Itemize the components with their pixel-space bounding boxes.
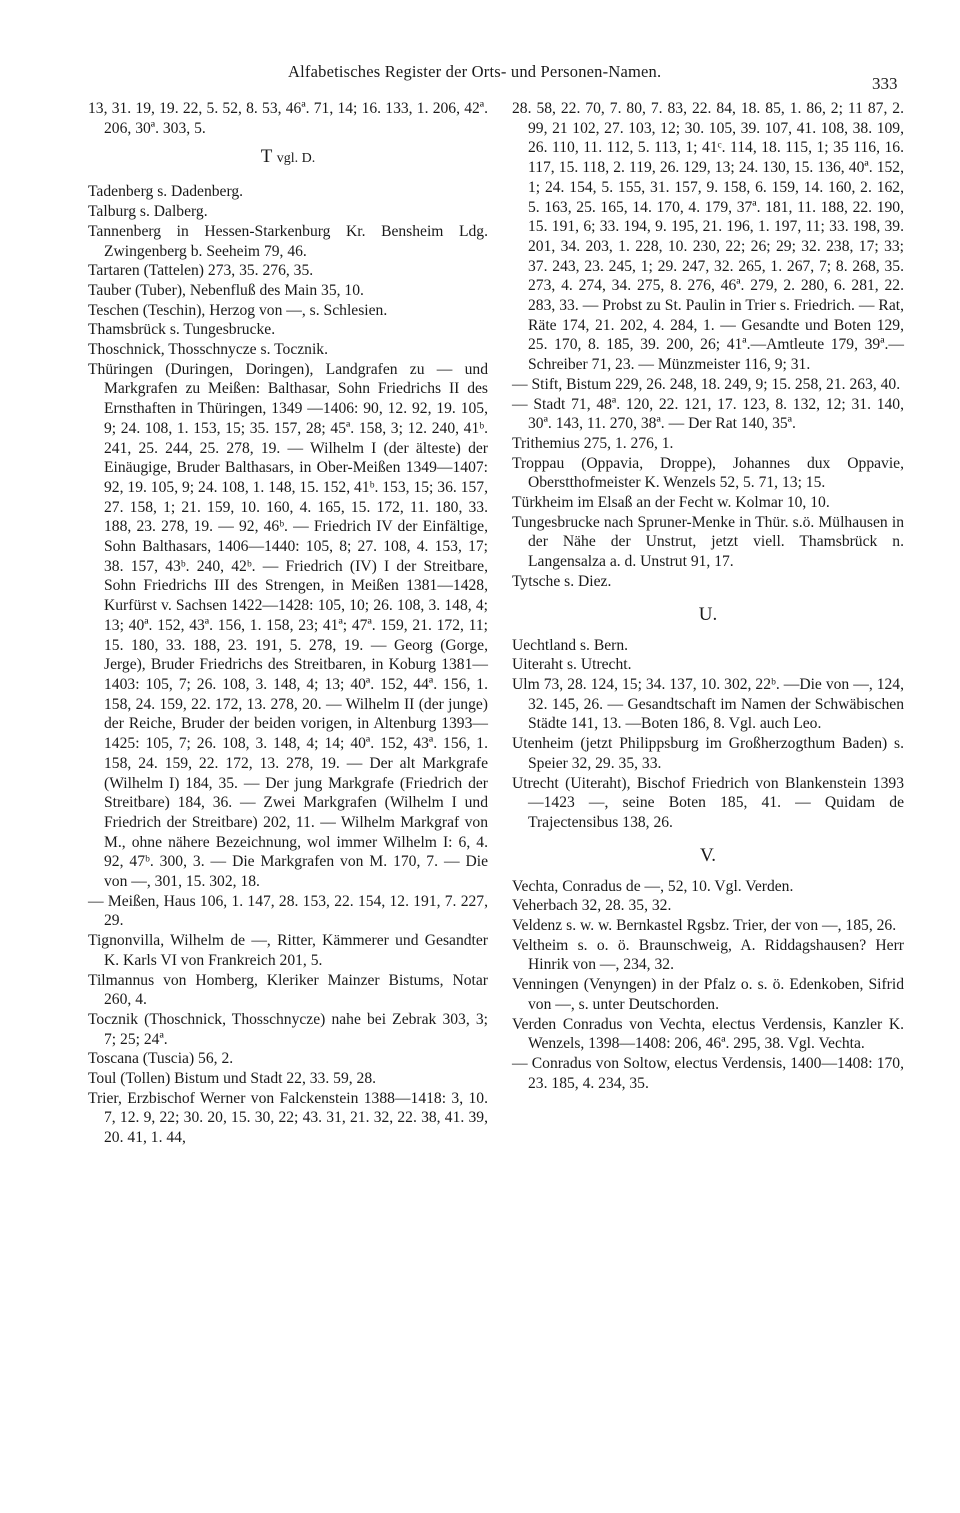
index-entry: Thoschnick, Thosschnycze s. Tocznik.	[88, 341, 328, 359]
index-entry: Vechta, Conradus de —, 52, 10. Vgl. Verden.	[512, 877, 794, 895]
index-entry: Tignonvilla, Wilhelm de —, Ritter, Kämmerer und Gesandter K. Karls VI von Frankreich 201, 5.	[88, 932, 488, 969]
index-entry: Utrecht (Uiteraht), Bischof Friedrich von Blankenstein 1393—1423 —, seine Boten 185, 41. — Quidam de Trajectensibus 138, 26.	[512, 774, 904, 831]
page-number: 333	[872, 74, 898, 93]
index-entry: Tannenberg in Hessen-Starkenburg Kr. Bensheim Ldg. Zwingenberg b. Seeheim 79, 46.	[88, 222, 488, 260]
index-entry: Tadenberg s. Dadenberg.	[88, 183, 244, 201]
right-column	[512, 99, 904, 1093]
index-entry: Thüringen (Duringen, Doringen), Landgrafen zu — und Markgrafen zu Meißen: Balthasar, Sohn Friedrichs II des Ernsthaften in Thüringen, 1349 —1406: 90, 12. 92, 19. 105, 9; 24. 108, 1. 153, 15; 35. 157, 28; 45ª. 158, 3; 12. 240, 41ᵇ. 241, 25. 244, 25. 278, 19. — Wilhelm I (der älteste) der Einäugige, Bruder Balthasars, in Ober-Meißen 1349—1407: 92, 19. 105, 9; 24. 108, 1. 148, 15. 152, 41ᵇ. 153, 15; 36. 157, 27. 158, 1; 21. 159, 10. 160, 4. 165, 15. 172, 11. 180, 33. 188, 23. 278, 19. — 92, 46ᵇ. — Friedrich IV der Einfältige, Sohn Balthasars, 1406—1440: 105, 8; 27. 108, 4. 153, 17; 38. 157, 43ᵇ. 240, 42ᵇ. — Friedrich (IV) I der Streitbare, Sohn Friedrichs III des Strengen, in Meißen 1381—1428, Kurfürst v. Sachsen 1422—1428: 105, 10; 26. 108, 3. 148, 4; 13; 40ª. 152, 43ª. 156, 1. 158, 23; 41ª; 47ª. 159, 21. 172, 11; 15. 180, 33. 188, 23. 191, 5. 278, 19. — Georg (Gorge, Jerge), Bruder Friedrichs des Streitbaren, in Koburg 1381—1403: 105, 7; 26. 108, 3. 148, 4; 13; 40ª. 152, 44ª. 156, 1. 158, 24. 159, 22. 172, 13. 278, 20. — Wilhelm II (der junge) der Reiche, Bruder der beiden vorigen, in Altenburg 1393—1425: 105, 7; 26. 108, 3. 148, 4; 14; 40ª. 152, 43ª. 156, 1. 158, 24. 159, 22. 172, 13. 278, 19. — Der alt Markgrafe (Wilhelm I) 184, 35. — Der jung Markgrafe (Friedrich der Streitbare) 184, 36. — Zwei Markgrafen (Wilhelm I und Friedrich der Streitbare) 202, 11. — Wilhelm Markgraf von M., ohne nähere Bezeichnung, wol immer Wilhelm I: 6, 4. 92, 47ᵇ. 300, 3. — Die Markgrafen von M. 170, 7. — Die von —, 301, 15. 302, 18.	[88, 360, 488, 891]
index-entry: Veldenz s. w. w. Bernkastel Rgsbz. Trier, der von —, 185, 26.	[512, 917, 897, 935]
index-entry: — Stift, Bistum 229, 26. 248, 18. 249, 9; 15. 258, 21. 263, 40.	[512, 375, 901, 393]
index-entry: Teschen (Teschin), Herzog von —, s. Schlesien.	[88, 301, 388, 319]
index-entry: Tocznik (Thoschnick, Thosschnycze) nahe bei Zebrak 303, 3; 7; 25; 24ª.	[88, 1010, 488, 1048]
index-entry: Veltheim s. o. ö. Braunschweig, A. Riddagshausen? Herr Hinrik von —, 234, 32.	[512, 936, 904, 974]
index-entry: Tartaren (Tattelen) 273, 35. 276, 35.	[88, 262, 314, 280]
index-entry: Thamsbrück s. Tungesbrucke.	[88, 321, 276, 339]
index-entry: Verden Conradus von Vechta, electus Verdensis, Kanzler K. Wenzels, 1398—1408: 206, 46ª. 295, 38. Vgl. Vechta.	[512, 1015, 904, 1053]
index-entry: Talburg s. Dalberg.	[88, 203, 208, 221]
index-entry: Tytsche s. Diez.	[512, 572, 612, 590]
left-column	[88, 99, 488, 1148]
index-entry: Trier, Erzbischof Werner von Falckenstein 1388—1418: 3, 10. 7, 12. 9, 22; 30. 20, 15. 30, 22; 43. 31, 21. 32, 22. 38, 41. 39, 20. 41, 1. 44,	[88, 1089, 488, 1147]
index-entry: Tungesbrucke nach Spruner-Menke in Thür. s.ö. Mülhausen in der Nähe der Unstrut, jetzt viell. Thamsbrück n. Langensalza a. d. Unstrut 91, 17.	[512, 513, 904, 571]
index-entry: — Stadt 71, 48ª. 120, 22. 121, 17. 123, 8. 132, 12; 31. 140, 30ª. 143, 11. 270, 38ª. — Der Rat 140, 35ª.	[512, 395, 904, 433]
index-entry: Tauber (Tuber), Nebenfluß des Main 35, 10.	[88, 281, 364, 299]
index-entry: Troppau (Oppavia, Droppe), Johannes dux Oppavie, Oberstthofmeister K. Wenzels 52, 5. 71, 13; 15.	[512, 454, 904, 492]
index-entry: Ulm 73, 28. 124, 15; 34. 137, 10. 302, 22ᵇ. —Die von —, 124, 32. 145, 26. — Gesandtschaft im Namen der Schwäbischen Städte 141, 13. —Boten 186, 8. Vgl. auch Leo.	[512, 675, 904, 733]
index-entry: — Conradus von Soltow, electus Verdensis, 1400—1408: 170, 23. 185, 4. 234, 35.	[512, 1054, 904, 1092]
index-entry: Uiteraht s. Utrecht.	[512, 656, 632, 674]
section-cross-reference: vgl. D.	[276, 151, 316, 167]
running-head: Alfabetisches Register der Orts- und Personen-Namen.	[288, 62, 662, 81]
continued-entry: 13, 31. 19, 19. 22, 5. 52, 8. 53, 46ª. 71, 14; 16. 133, 1. 206, 42ª. 206, 30ª. 303, 5.	[88, 100, 488, 137]
index-entry: Utenheim (jetzt Philippsburg im Großherzogthum Baden) s. Speier 32, 29. 35, 33.	[512, 735, 904, 772]
index-entry: Uechtland s. Bern.	[512, 636, 629, 654]
section-letter-t: T	[260, 146, 272, 168]
index-entry: Türkheim im Elsaß an der Fecht w. Kolmar 10, 10.	[512, 494, 830, 512]
index-entry: Toul (Tollen) Bistum und Stadt 22, 33. 59, 28.	[88, 1070, 377, 1088]
index-entry: Tilmannus von Homberg, Kleriker Mainzer Bistums, Notar 260, 4.	[88, 971, 488, 1009]
index-entry: — Meißen, Haus 106, 1. 147, 28. 153, 22. 154, 12. 191, 7. 227, 29.	[88, 892, 488, 930]
section-heading-v: V.	[699, 844, 717, 866]
index-entry: Venningen (Venyngen) in der Pfalz o. s. ö. Edenkoben, Sifrid von —, s. unter Deutschorden.	[512, 976, 904, 1013]
continued-entry: 28. 58, 22. 70, 7. 80, 7. 83, 22. 84, 18. 85, 1. 86, 2; 11 87, 2. 99, 21 102, 27. 103, 12; 30. 105, 39. 107, 41. 108, 38. 109, 26. 110, 11. 112, 5. 113, 1; 41ᶜ. 114, 18. 115, 1; 35 116, 16. 117, 15. 118, 2. 119, 26. 129, 13; 24. 130, 15. 136, 40ª. 152, 1; 24. 154, 5. 155, 31. 157, 9. 158, 6. 159, 14. 160, 2. 162, 5. 163, 25. 165, 14. 170, 4. 179, 37ª. 181, 11. 188, 22. 190, 15. 191, 6; 33. 194, 9. 195, 21. 196, 1. 197, 11; 33. 198, 39. 201, 34. 203, 1. 228, 10. 230, 22; 26; 29; 32. 238, 17; 33; 37. 243, 23. 245, 1; 29. 247, 32. 265, 1. 267, 7; 8. 268, 35. 273, 4. 274, 34. 275, 8. 276, 46ª. 279, 2. 280, 6. 281, 22. 283, 33. — Probst zu St. Paulin in Trier s. Friedrich. — Rat, Räte 174, 21. 202, 4. 284, 1. — Gesandte und Boten 129, 25. 170, 8. 185, 39. 200, 26; 41ª.—Amtleute 179, 39ª.—Schreiber 71, 23. — Münzmeister 116, 9; 31.	[512, 100, 904, 374]
section-heading-t	[88, 144, 488, 172]
index-entry: Trithemius 275, 1. 276, 1.	[512, 434, 674, 452]
index-entry: Toscana (Tuscia) 56, 2.	[88, 1050, 234, 1068]
section-heading-u: U.	[698, 603, 718, 625]
index-entry: Veherbach 32, 28. 35, 32.	[512, 897, 672, 915]
